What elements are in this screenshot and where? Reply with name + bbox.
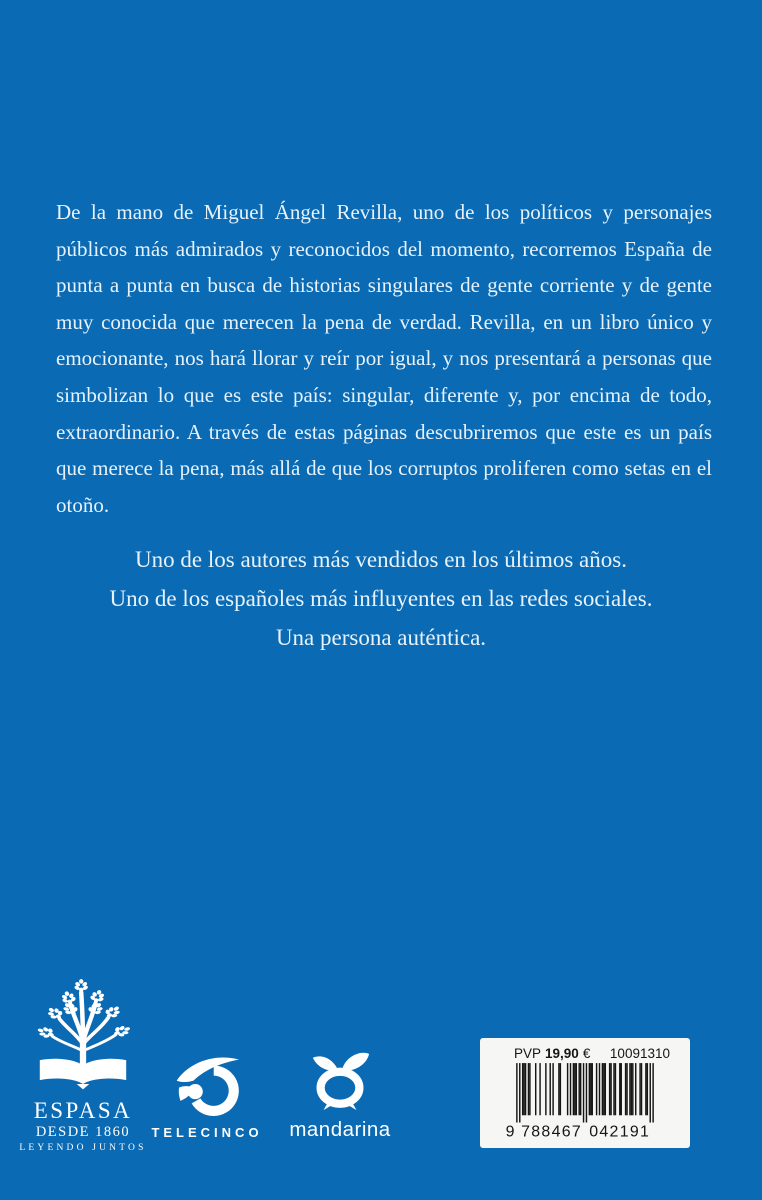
telecinco-5-icon xyxy=(173,1052,241,1116)
mandarina-logo xyxy=(280,1050,400,1142)
svg-text:6: 6 xyxy=(561,1123,571,1140)
svg-text:8: 8 xyxy=(541,1123,551,1140)
price-barcode-sticker xyxy=(480,1038,690,1148)
svg-text:0: 0 xyxy=(589,1123,599,1140)
highlight-line: Uno de los autores más vendidos en los últimos años. xyxy=(135,547,627,572)
telecinco-name: TELECINCO xyxy=(151,1125,263,1140)
mandarina-fruit-icon xyxy=(309,1050,371,1112)
mandarina-name: mandarina xyxy=(289,1118,391,1141)
espasa-tree-book-icon xyxy=(29,966,137,1092)
svg-text:2: 2 xyxy=(609,1123,619,1140)
price-row xyxy=(514,1046,670,1061)
currency-symbol: € xyxy=(582,1046,591,1061)
price-text xyxy=(514,1046,590,1061)
synopsis-text: De la mano de Miguel Ángel Revilla, uno de los políticos y personajes públicos más admirados y reconocidos del momento, recorremos España de punta a punta en busca de historias singulares de gente corriente y de gente muy conocida que merecen la pena de verdad. Revilla, en un libro único y emocionante, nos hará llorar y reír por igual, y nos presentará a personas que simbolizan lo que es este país: singular, diferente y, por encima de todo, extraordinario. A través de estas páginas descubriremos que este es un país que merece la pena, más allá de que los corruptos proliferen como setas en el otoño. xyxy=(56,200,712,517)
telecinco-logo xyxy=(142,1052,272,1140)
svg-text:1: 1 xyxy=(639,1123,649,1140)
svg-text:8: 8 xyxy=(531,1123,541,1140)
svg-text:4: 4 xyxy=(599,1123,609,1140)
highlight-line: Una persona auténtica. xyxy=(275,625,487,650)
highlights-block xyxy=(30,540,732,657)
svg-text:1: 1 xyxy=(619,1123,629,1140)
pvp-label: PVP xyxy=(514,1046,542,1061)
espasa-tagline-leyendo: LEYENDO JUNTOS xyxy=(19,1143,147,1153)
product-code: 10091310 xyxy=(609,1046,670,1061)
espasa-tagline-desde: DESDE 1860 xyxy=(35,1124,131,1140)
svg-text:9: 9 xyxy=(629,1123,639,1140)
svg-text:4: 4 xyxy=(551,1123,561,1140)
svg-text:7: 7 xyxy=(521,1123,531,1140)
ean13-barcode xyxy=(506,1063,664,1140)
price-value: 19,90 xyxy=(545,1046,579,1061)
espasa-logo xyxy=(10,966,156,1154)
svg-text:9: 9 xyxy=(506,1123,515,1140)
highlight-line: Uno de los españoles más influyentes en las redes sociales. xyxy=(109,586,653,611)
espasa-name: ESPASA xyxy=(33,1098,133,1123)
svg-text:7: 7 xyxy=(571,1123,581,1140)
